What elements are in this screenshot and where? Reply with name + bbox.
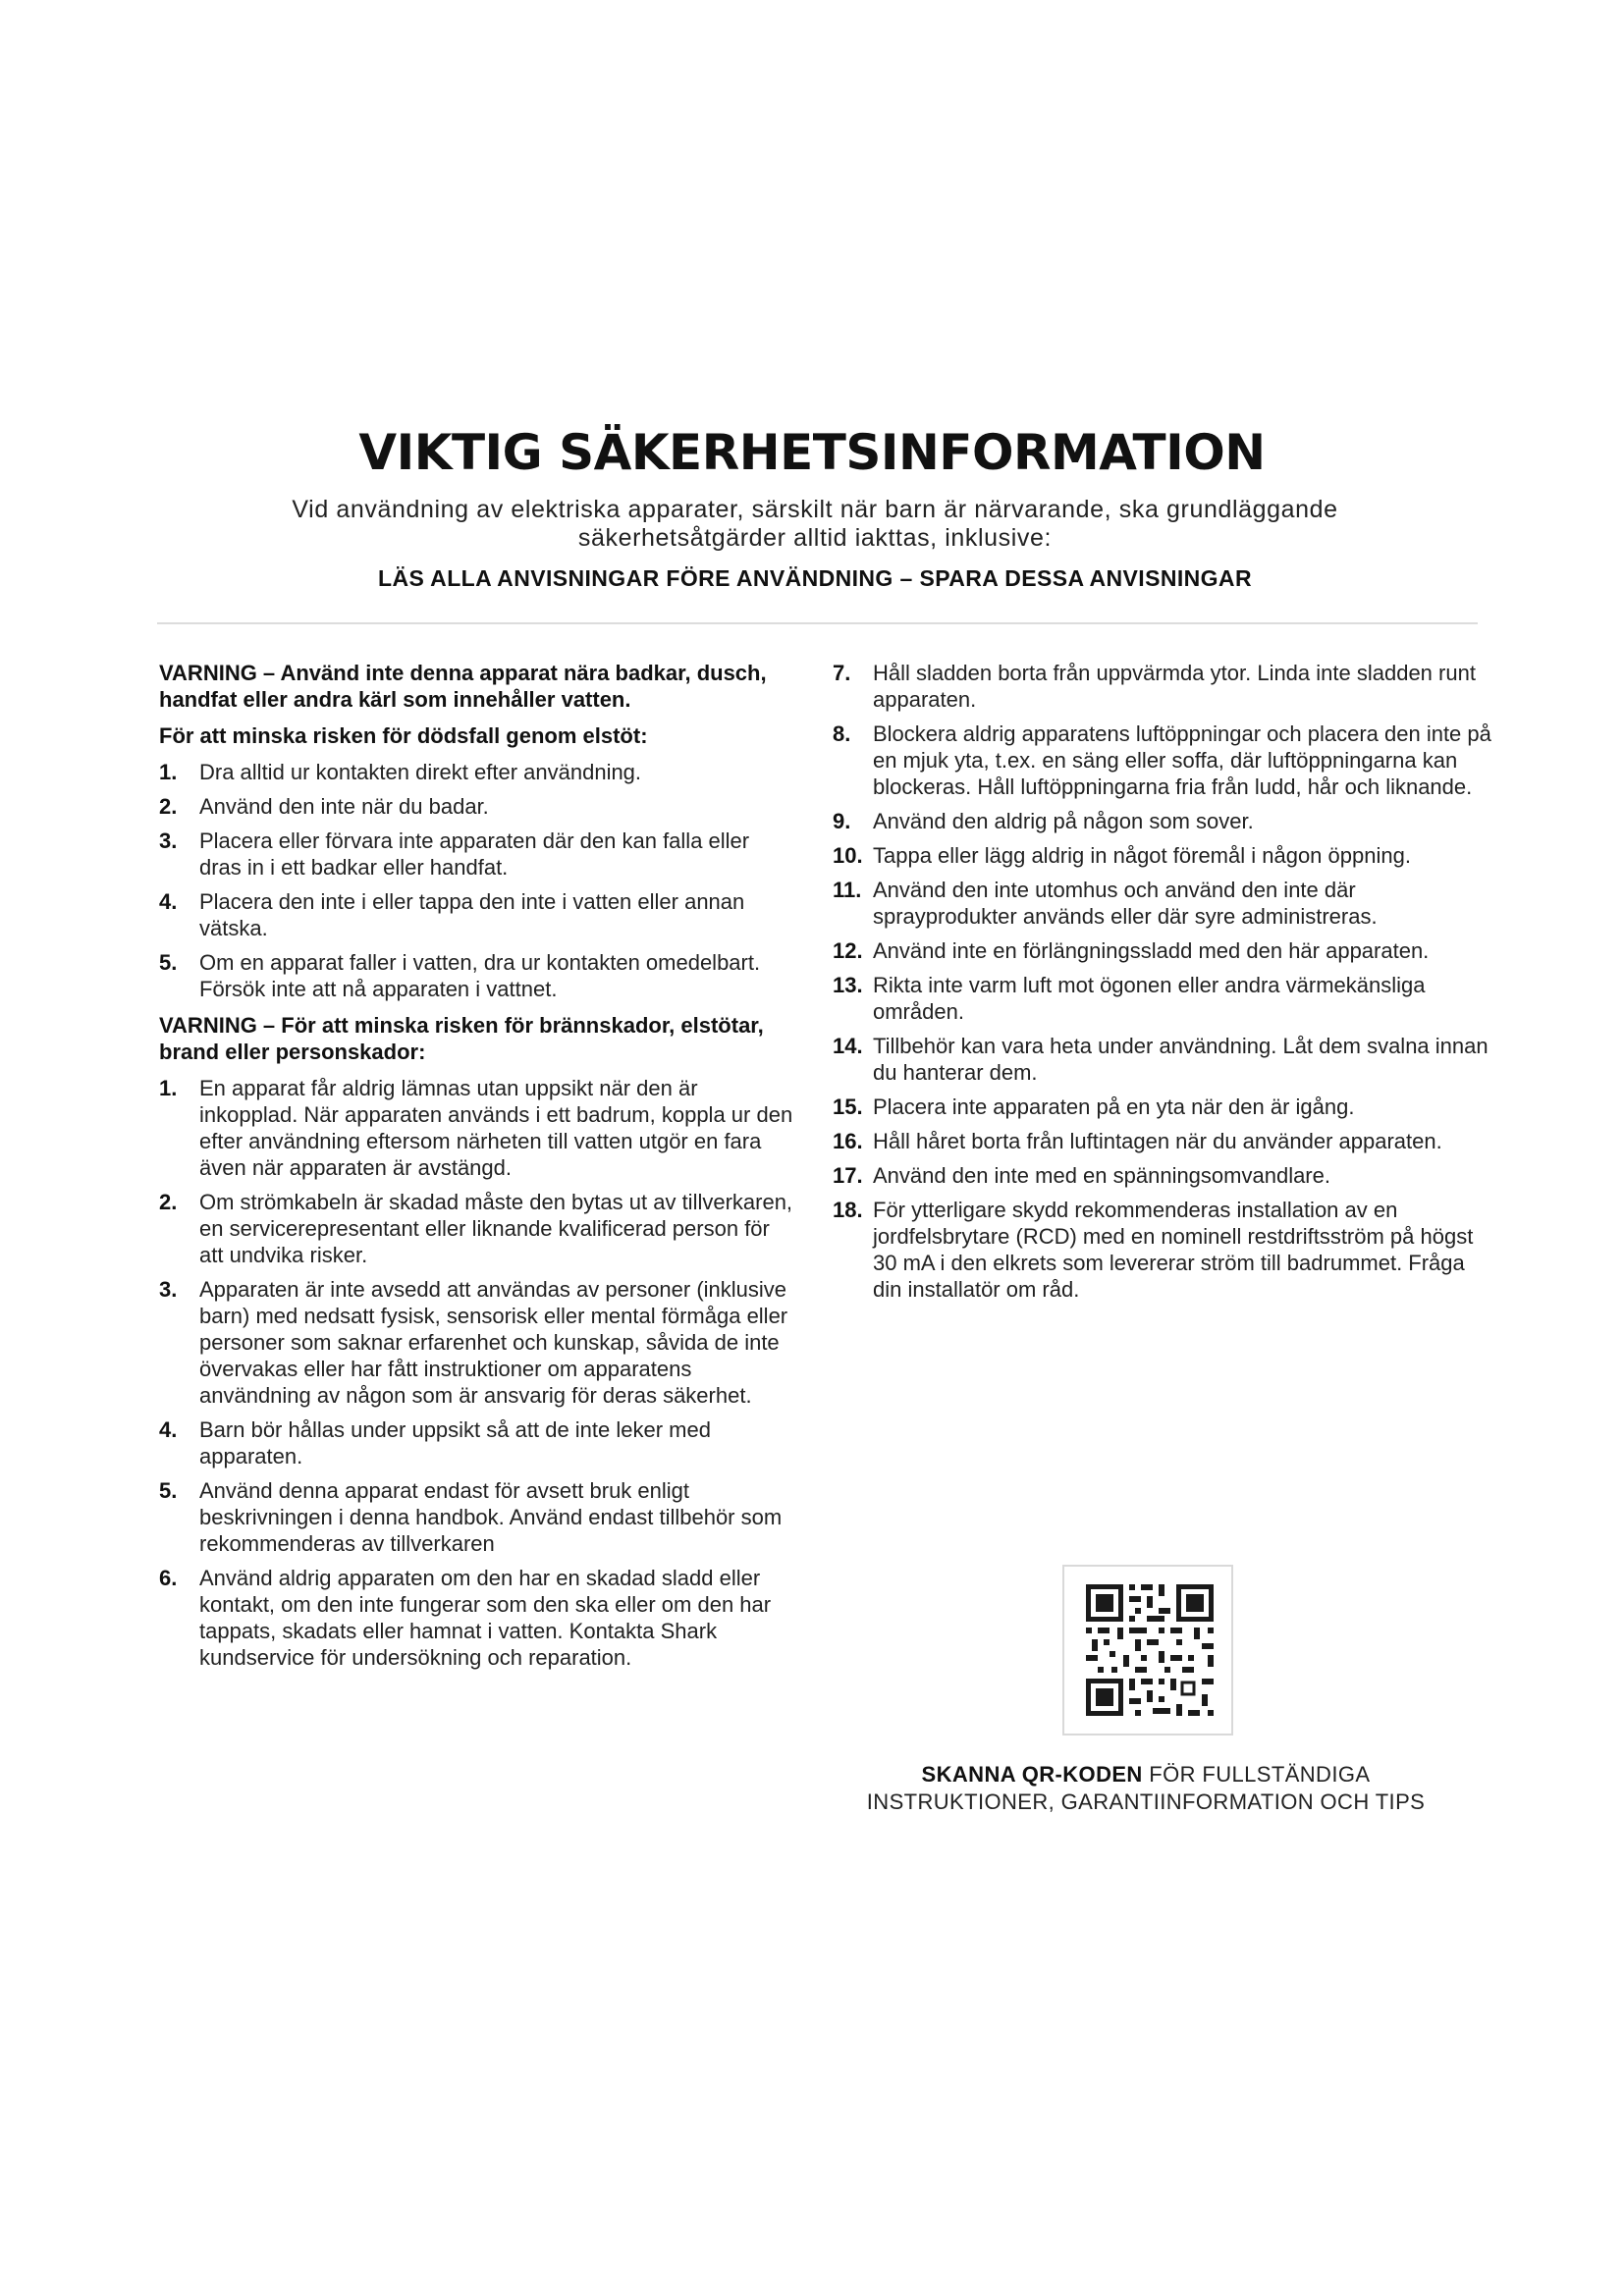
list-item [833, 660, 1492, 713]
item-number: 14. [833, 1034, 863, 1058]
item-number: 7. [833, 661, 851, 685]
list-item [833, 842, 1492, 869]
item-text: Barn bör hållas under uppsikt så att de inte leker med apparaten. [199, 1417, 711, 1468]
list-item [159, 1075, 797, 1181]
item-number: 10. [833, 843, 863, 868]
item-number: 13. [833, 973, 863, 997]
list-item [159, 1565, 797, 1671]
item-text: Använd den aldrig på någon som sover. [873, 809, 1254, 833]
list-item [159, 1477, 797, 1557]
item-text: Använd den inte när du badar. [199, 794, 489, 819]
item-number: 5. [159, 950, 178, 975]
warning-electrocution-intro: För att minska risken för dödsfall genom elstöt: [159, 723, 648, 748]
intro-text: Vid användning av elektriska apparater, särskilt när barn är närvarande, ska grundläggande säkerhetsåtgärder alltid iakttas, inklusive: [292, 496, 1338, 552]
list-item [833, 808, 1492, 834]
item-text: Håll håret borta från luftintagen när du använder apparaten. [873, 1129, 1442, 1153]
list-item [833, 1197, 1492, 1303]
item-number: 12. [833, 938, 863, 963]
list-item [159, 888, 797, 941]
item-text: Rikta inte varm luft mot ögonen eller andra värmekänsliga områden. [873, 973, 1426, 1024]
item-text: Använd inte en förlängningssladd med den här apparaten. [873, 938, 1430, 963]
item-number: 8. [833, 721, 851, 746]
left-column [159, 660, 797, 1681]
item-text: Placera inte apparaten på en yta när den är igång. [873, 1095, 1355, 1119]
qr-caption-bold: SKANNA QR-KODEN [921, 1762, 1143, 1787]
header-divider [157, 622, 1478, 624]
burns-list [159, 1075, 797, 1671]
item-text: Placera eller förvara inte apparaten där den kan falla eller dras in i ett badkar eller handfat. [199, 828, 750, 880]
item-number: 3. [159, 1277, 178, 1302]
item-text: Om en apparat faller i vatten, dra ur kontakten omedelbart. Försök inte att nå apparaten i vattnet. [199, 950, 761, 1001]
item-text: Använd den inte utomhus och använd den inte där sprayprodukter används eller där syre administreras. [873, 878, 1378, 929]
item-text: Använd aldrig apparaten om den har en skadad sladd eller kontakt, om den inte fungerar som den ska eller om den har tappats, skadats eller hamnat i vatten. Kontakta Shark kundservice för undersökning och reparation. [199, 1566, 772, 1670]
item-number: 5. [159, 1478, 178, 1503]
item-number: 6. [159, 1566, 178, 1590]
list-item [159, 828, 797, 881]
list-item [833, 1128, 1492, 1154]
item-text: Tappa eller lägg aldrig in något föremål i någon öppning. [873, 843, 1411, 868]
item-number: 1. [159, 760, 178, 784]
item-number: 2. [159, 794, 178, 819]
list-item [159, 1189, 797, 1268]
list-item [159, 1416, 797, 1469]
item-number: 4. [159, 1417, 178, 1442]
item-text: Apparaten är inte avsedd att användas av personer (inklusive barn) med nedsatt fysisk, sensorisk eller mental förmåga eller personer som saknar erfarenhet och kunskap, såvida de inte övervakas eller har fått instruktioner om apparatens användning av någon som är ansvarig för deras säkerhet. [199, 1277, 788, 1408]
warning-water: VARNING – Använd inte denna apparat nära badkar, dusch, handfat eller andra kärl som innehåller vatten. [159, 661, 767, 712]
item-number: 11. [833, 878, 862, 902]
item-text: Använd den inte med en spänningsomvandlare. [873, 1163, 1330, 1188]
qr-caption-text: FÖR FULLSTÄNDIGA INSTRUKTIONER, GARANTIINFORMATION OCH TIPS [866, 1762, 1426, 1814]
item-text: Använd denna apparat endast för avsett bruk enligt beskrivningen i denna handbok. Använd endast tillbehör som rekommenderas av tillverkaren [199, 1478, 783, 1556]
list-item [833, 937, 1492, 964]
list-item [833, 1033, 1492, 1086]
continued-list [833, 660, 1492, 1303]
item-text: Tillbehör kan vara heta under användning. Låt dem svalna innan du hanterar dem. [873, 1034, 1489, 1085]
qr-caption [856, 1761, 1435, 1816]
list-item [833, 972, 1492, 1025]
item-text: Håll sladden borta från uppvärmda ytor. Linda inte sladden runt apparaten. [873, 661, 1476, 712]
list-item [833, 877, 1492, 930]
item-number: 17. [833, 1163, 863, 1188]
list-item [159, 1276, 797, 1409]
list-item [833, 1162, 1492, 1189]
qr-code[interactable] [1062, 1565, 1233, 1735]
page-title: VIKTIG SÄKERHETSINFORMATION [358, 424, 1266, 481]
item-number: 4. [159, 889, 178, 914]
item-number: 15. [833, 1095, 863, 1119]
right-column [833, 660, 1492, 1312]
item-number: 2. [159, 1190, 178, 1214]
list-item [833, 1094, 1492, 1120]
item-text: Dra alltid ur kontakten direkt efter användning. [199, 760, 642, 784]
list-item [159, 759, 797, 785]
warning-burns: VARNING – För att minska risken för brännskador, elstötar, brand eller personskador: [159, 1013, 764, 1064]
item-text: Blockera aldrig apparatens luftöppningar och placera den inte på en mjuk yta, t.ex. en säng eller soffa, där luftöppningarna kan blockeras. Håll luftöppningarna fria från ludd, hår och liknande. [873, 721, 1491, 799]
item-number: 9. [833, 809, 851, 833]
list-item [159, 793, 797, 820]
read-all-notice: LÄS ALLA ANVISNINGAR FÖRE ANVÄNDNING – SPARA DESSA ANVISNINGAR [378, 565, 1252, 591]
item-text: En apparat får aldrig lämnas utan uppsikt när den är inkopplad. När apparaten används i ett badrum, koppla ur den efter användning eftersom närheten till vatten utgör en fara även när apparaten är avstängd. [199, 1076, 793, 1180]
qr-code-icon [1064, 1567, 1231, 1734]
item-text: För ytterligare skydd rekommenderas installation av en jordfelsbrytare (RCD) med en nominell restdriftsström på högst 30 mA i den elkrets som levererar ström till badrummet. Fråga din installatör om råd. [873, 1198, 1474, 1302]
item-number: 18. [833, 1198, 863, 1222]
item-text: Placera den inte i eller tappa den inte i vatten eller annan vätska. [199, 889, 745, 940]
electrocution-list [159, 759, 797, 1002]
item-number: 3. [159, 828, 178, 853]
list-item [159, 949, 797, 1002]
item-number: 1. [159, 1076, 178, 1100]
list-item [833, 721, 1492, 800]
item-text: Om strömkabeln är skadad måste den bytas ut av tillverkaren, en servicerepresentant eller liknande kvalificerad person för att undvika risker. [199, 1190, 793, 1267]
item-number: 16. [833, 1129, 863, 1153]
